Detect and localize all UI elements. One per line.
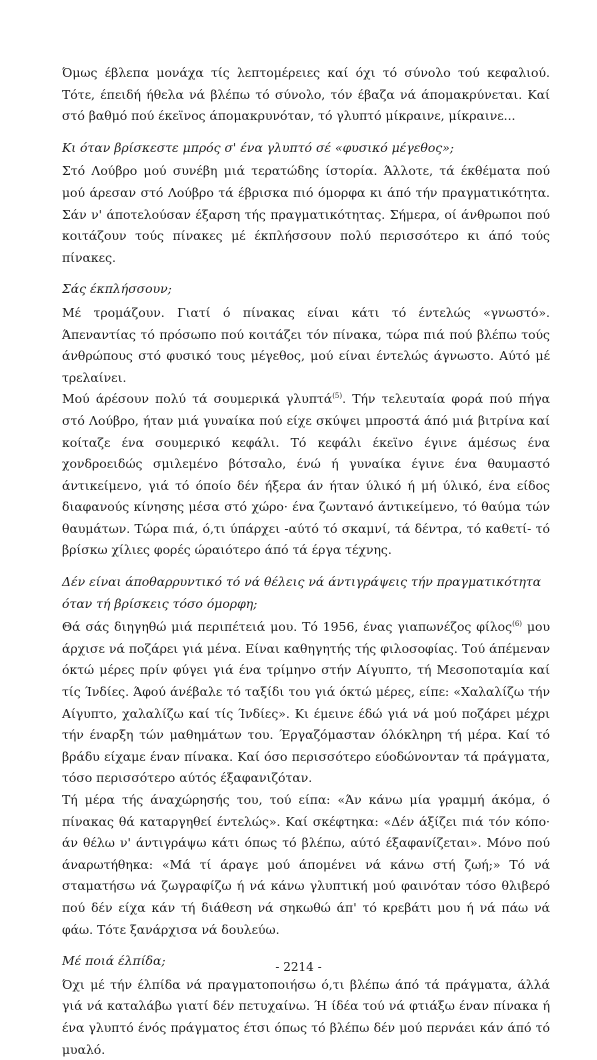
paragraph-5 <box>62 616 550 789</box>
question-4: Μέ ποιά έλπίδα; <box>62 953 166 969</box>
paragraph-5-part-b: μου άρχισε νά ποζάρει γιά μένα. Είναι καθηγητής τής φιλοσοφίας. Τού άπέμεναν όκτώ μέρες πρίν φύγει γιά ένα τρίμηνο στήν Αίγυπτο, τή Μεσοποταμία καί τίς Ίνδίες. Άφού άνέβαλε τό ταξίδι του γιά όκτώ μέρες, είπε: «Χαλαλίζω τήν Αίγυπτο, χαλαλίζω καί τίς Ίνδίες». Κι έμεινε έδώ γιά νά μού ποζάρει μέχρι τήν έναρξη τών μαθημάτων του. Έργαζόμασταν όλόκληρη τή μέρα. Καί τό βράδυ είχαμε έναν πίνακα. Καί όσο περισσότερο εύοδώνονταν τά πράγματα, τόσο περισσότερο αύτός έξαφανιζόταν. <box>62 619 551 786</box>
paragraph-2: Στό Λούβρο μού συνέβη μιά τερατώδης ίστορία. Άλλοτε, τά έκθέματα πού μού άρεσαν στό Λούβρο τά έβρισκα πιό όμορφα κι άπό τήν πραγματικότητα. Σάν ν' άποτελούσαν έξαρση τής πραγματικότητας. Σήμερα, οί άνθρωποι πού κοιτάζουν τούς πίνακες μέ έκπλήσσουν πολύ περισσότερο κι άπό τούς πίνακες. <box>62 163 550 265</box>
question-3: Δέν είναι άποθαρρυντικό τό νά θέλεις νά άντιγράψεις τήν πραγματικότητα όταν τή βρίσκεις τόσο όμορφη; <box>62 574 542 611</box>
question-2: Σάς έκπλήσσουν; <box>62 281 172 297</box>
paragraph-4-part-a: Μού άρέσουν πολύ τά σουμερικά γλυπτά <box>62 391 333 407</box>
question-1: Κι όταν βρίσκεστε μπρός σ' ένα γλυπτό σέ «φυσικό μέγεθος»; <box>62 139 454 155</box>
paragraph-5-part-a: Θά σάς διηγηθώ μιά περιπέτειά μου. Τό 1956, ένας γιαπωνέζος φίλος <box>62 619 513 635</box>
page-body <box>62 62 550 1060</box>
paragraph-1: Όμως έβλεπα μονάχα τίς λεπτομέρειες καί όχι τό σύνολο τού κεφαλιού. Τότε, έπειδή ήθελα νά βλέπω τό σύνολο, τόν έβαζα νά άπομακρύνεται. Καί στό βαθμό πού έκεϊνος άπομακρυνόταν, τό γλυπτό μίκραινε, μίκραινε... <box>62 65 550 124</box>
footnote-marker-6: (6) <box>512 620 523 629</box>
paragraph-3: Μέ τρομάζουν. Γιατί ό πίνακας είναι κάτι τό έντελώς «γνωστό». Άπεναντίας τό πρόσωπο πού κοιτάζει τόν πίνακα, τώρα πιά πού βλέπω τούς άνθρώπους στό φυσικό τους μέγεθος, μού είναι έντελώς άγνωστο. Αύτό μέ τρελαίνει. <box>62 304 550 385</box>
paragraph-6: Τή μέρα τής άναχώρησής του, τού είπα: «Άν κάνω μία γραμμή άκόμα, ό πίνακας θά καταργηθεί έντελώς». Καί σκέφτηκα: «Δέν άξίζει πιά τόν κόπο· άν θέλω ν' άντιγράψω κάτι όπως τό βλέπω, αύτό έξαφανίζεται». Μόνο πού άναρωτήθηκα: «Μά τί άραγε μού άπομένει νά κάνω στή ζωή;» Τό νά σταματήσω νά ζωγραφίζω ή νά κάνω γλυπτική μού φαινόταν τόσο θλιβερό πού δέν είχα κάν τή διάθεση νά σηκωθώ άπ' τό κρεβάτι μου ή νά πάω νά φάω. Τότε ξανάρχισα νά δουλεύω. <box>62 792 550 937</box>
paragraph-7: Όχι μέ τήν έλπίδα νά πραγματοποιήσω ό,τι βλέπω άπό τά πράγματα, άλλά γιά νά καταλάβω γιατί δέν πετυχαίνω. Ή ίδέα τού νά φτιάξω έναν πίνακα ή ένα γλυπτό ένός πράγματος έτσι όπως τό βλέπω δέν μού περνάει κάν άπό τό μυαλό. <box>62 976 550 1057</box>
paragraph-4-part-b: . Τήν τελευταία φορά πού πήγα στό Λούβρο, ήταν μιά γυναίκα πού είχε σκύψει μπροστά άπό μιά βιτρίνα καί κοίταζε ένα σουμερικό κεφάλι. Τό κεφάλι έκεϊνο έγινε άμέσως ένα χονδροειδώς σμιλεμένο βότσαλο, ένώ ή γυναίκα έγινε ένα θαυμαστό άντικείμενο, γιά τό όποίο δέν ήξερα άν ήταν ύλικό ή μή ύλικό, ένα είδος διαφανούς κίνησης μέσα στό χώρο· ένα ζωντανό άντικείμενο, τό θαύμα τών θαυμάτων. Τώρα πιά, ό,τι ύπάρχει -αύτό τό σκαμνί, τά δέντρα, τό καθετί- τό βρίσκω χίλιες φορές ώραιότερο άπό τά έργα τέχνης. <box>62 391 550 558</box>
paragraph-4 <box>62 388 550 561</box>
footnote-marker-5: (5) <box>332 392 343 401</box>
page-number: - 2214 - <box>275 960 322 974</box>
